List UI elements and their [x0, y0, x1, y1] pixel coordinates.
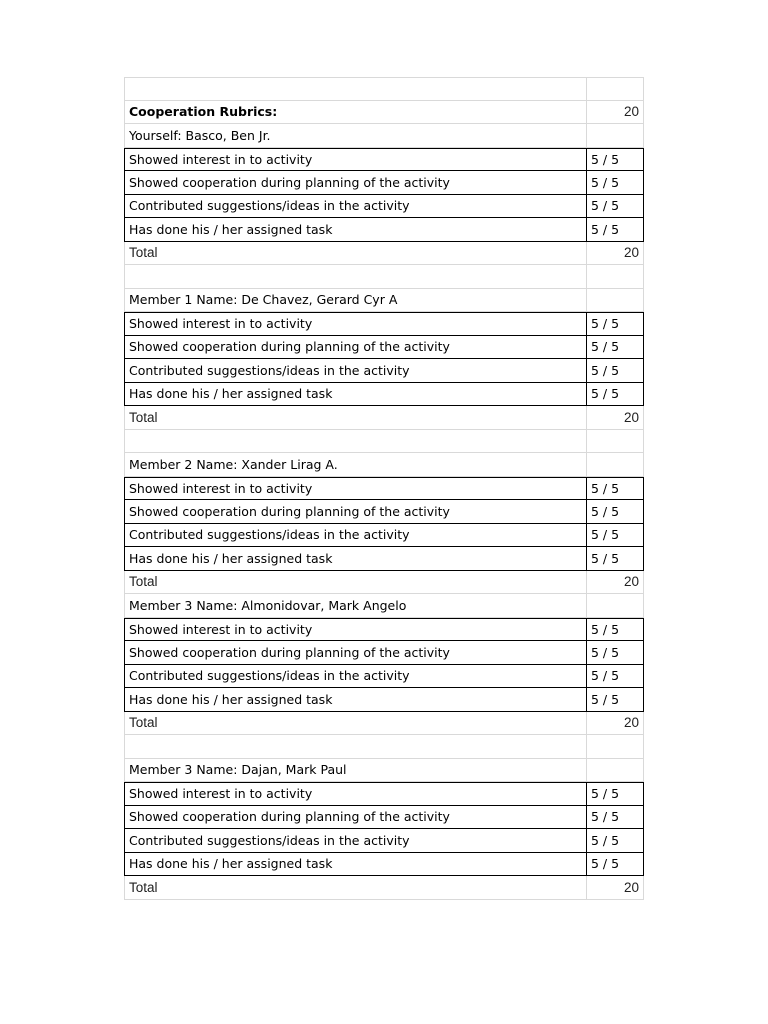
section-label: Member 2 Name: Xander Lirag A. — [124, 453, 586, 477]
criteria-row — [124, 148, 644, 172]
criteria-text: Contributed suggestions/ideas in the activity — [124, 524, 586, 548]
criteria-text: Has done his / her assigned task — [124, 547, 586, 571]
criteria-text: Showed interest in to activity — [124, 148, 586, 172]
criteria-text: Showed cooperation during planning of the activity — [124, 171, 586, 195]
criteria-text: Contributed suggestions/ideas in the activity — [124, 829, 586, 853]
criteria-score: 5 / 5 — [586, 806, 644, 830]
criteria-text: Contributed suggestions/ideas in the activity — [124, 359, 586, 383]
total-value: 20 — [586, 406, 644, 430]
total-label: Total — [124, 712, 586, 736]
section-label-row — [124, 453, 644, 477]
cell — [586, 453, 644, 477]
criteria-text: Showed interest in to activity — [124, 782, 586, 806]
criteria-score: 5 / 5 — [586, 477, 644, 501]
criteria-score: 5 / 5 — [586, 218, 644, 242]
cell — [586, 124, 644, 148]
criteria-row — [124, 806, 644, 830]
total-value: 20 — [586, 571, 644, 595]
empty-row — [124, 265, 644, 289]
criteria-score: 5 / 5 — [586, 688, 644, 712]
criteria-score: 5 / 5 — [586, 336, 644, 360]
criteria-score: 5 / 5 — [586, 171, 644, 195]
cell — [124, 265, 586, 289]
criteria-score: 5 / 5 — [586, 547, 644, 571]
criteria-row — [124, 359, 644, 383]
rubric-sheet — [124, 77, 644, 900]
criteria-row — [124, 641, 644, 665]
criteria-row — [124, 218, 644, 242]
criteria-row — [124, 312, 644, 336]
criteria-text: Showed interest in to activity — [124, 477, 586, 501]
criteria-text: Has done his / her assigned task — [124, 853, 586, 877]
total-label: Total — [124, 571, 586, 595]
criteria-text: Showed cooperation during planning of the activity — [124, 500, 586, 524]
criteria-score: 5 / 5 — [586, 524, 644, 548]
criteria-text: Showed interest in to activity — [124, 312, 586, 336]
criteria-text: Showed interest in to activity — [124, 618, 586, 642]
criteria-text: Showed cooperation during planning of the activity — [124, 336, 586, 360]
criteria-row — [124, 500, 644, 524]
total-value: 20 — [586, 712, 644, 736]
criteria-row — [124, 618, 644, 642]
section-label: Yourself: Basco, Ben Jr. — [124, 124, 586, 148]
section-label-row — [124, 759, 644, 783]
criteria-row — [124, 171, 644, 195]
cell — [124, 430, 586, 454]
total-row — [124, 712, 644, 736]
rubric-title: Cooperation Rubrics: — [124, 101, 586, 125]
criteria-row — [124, 477, 644, 501]
section-label-row — [124, 289, 644, 313]
criteria-score: 5 / 5 — [586, 195, 644, 219]
criteria-text: Contributed suggestions/ideas in the activity — [124, 665, 586, 689]
cell — [586, 430, 644, 454]
criteria-score: 5 / 5 — [586, 618, 644, 642]
criteria-row — [124, 547, 644, 571]
criteria-score: 5 / 5 — [586, 500, 644, 524]
cell — [586, 594, 644, 618]
cell — [586, 289, 644, 313]
criteria-score: 5 / 5 — [586, 148, 644, 172]
criteria-row — [124, 524, 644, 548]
criteria-row — [124, 665, 644, 689]
section-label-row — [124, 124, 644, 148]
total-row — [124, 571, 644, 595]
cell — [586, 759, 644, 783]
section-label: Member 3 Name: Almonidovar, Mark Angelo — [124, 594, 586, 618]
section-label: Member 3 Name: Dajan, Mark Paul — [124, 759, 586, 783]
criteria-score: 5 / 5 — [586, 312, 644, 336]
section-label-row — [124, 594, 644, 618]
empty-row — [124, 77, 644, 101]
criteria-text: Has done his / her assigned task — [124, 688, 586, 712]
empty-row — [124, 430, 644, 454]
cell — [586, 77, 644, 101]
total-row — [124, 876, 644, 900]
rubric-max-score: 20 — [586, 101, 644, 125]
cell — [124, 735, 586, 759]
criteria-score: 5 / 5 — [586, 853, 644, 877]
criteria-row — [124, 688, 644, 712]
criteria-score: 5 / 5 — [586, 383, 644, 407]
total-value: 20 — [586, 242, 644, 266]
criteria-row — [124, 383, 644, 407]
criteria-text: Showed cooperation during planning of the activity — [124, 641, 586, 665]
criteria-score: 5 / 5 — [586, 359, 644, 383]
criteria-row — [124, 195, 644, 219]
total-label: Total — [124, 876, 586, 900]
criteria-score: 5 / 5 — [586, 782, 644, 806]
criteria-text: Has done his / her assigned task — [124, 218, 586, 242]
criteria-row — [124, 782, 644, 806]
criteria-row — [124, 336, 644, 360]
criteria-row — [124, 853, 644, 877]
criteria-text: Contributed suggestions/ideas in the activity — [124, 195, 586, 219]
criteria-row — [124, 829, 644, 853]
cell — [586, 735, 644, 759]
criteria-text: Showed cooperation during planning of the activity — [124, 806, 586, 830]
criteria-score: 5 / 5 — [586, 641, 644, 665]
criteria-text: Has done his / her assigned task — [124, 383, 586, 407]
criteria-score: 5 / 5 — [586, 829, 644, 853]
total-row — [124, 242, 644, 266]
cell — [124, 77, 586, 101]
cell — [586, 265, 644, 289]
criteria-score: 5 / 5 — [586, 665, 644, 689]
total-row — [124, 406, 644, 430]
section-label: Member 1 Name: De Chavez, Gerard Cyr A — [124, 289, 586, 313]
total-label: Total — [124, 242, 586, 266]
total-value: 20 — [586, 876, 644, 900]
rubric-header-row — [124, 101, 644, 125]
total-label: Total — [124, 406, 586, 430]
empty-row — [124, 735, 644, 759]
